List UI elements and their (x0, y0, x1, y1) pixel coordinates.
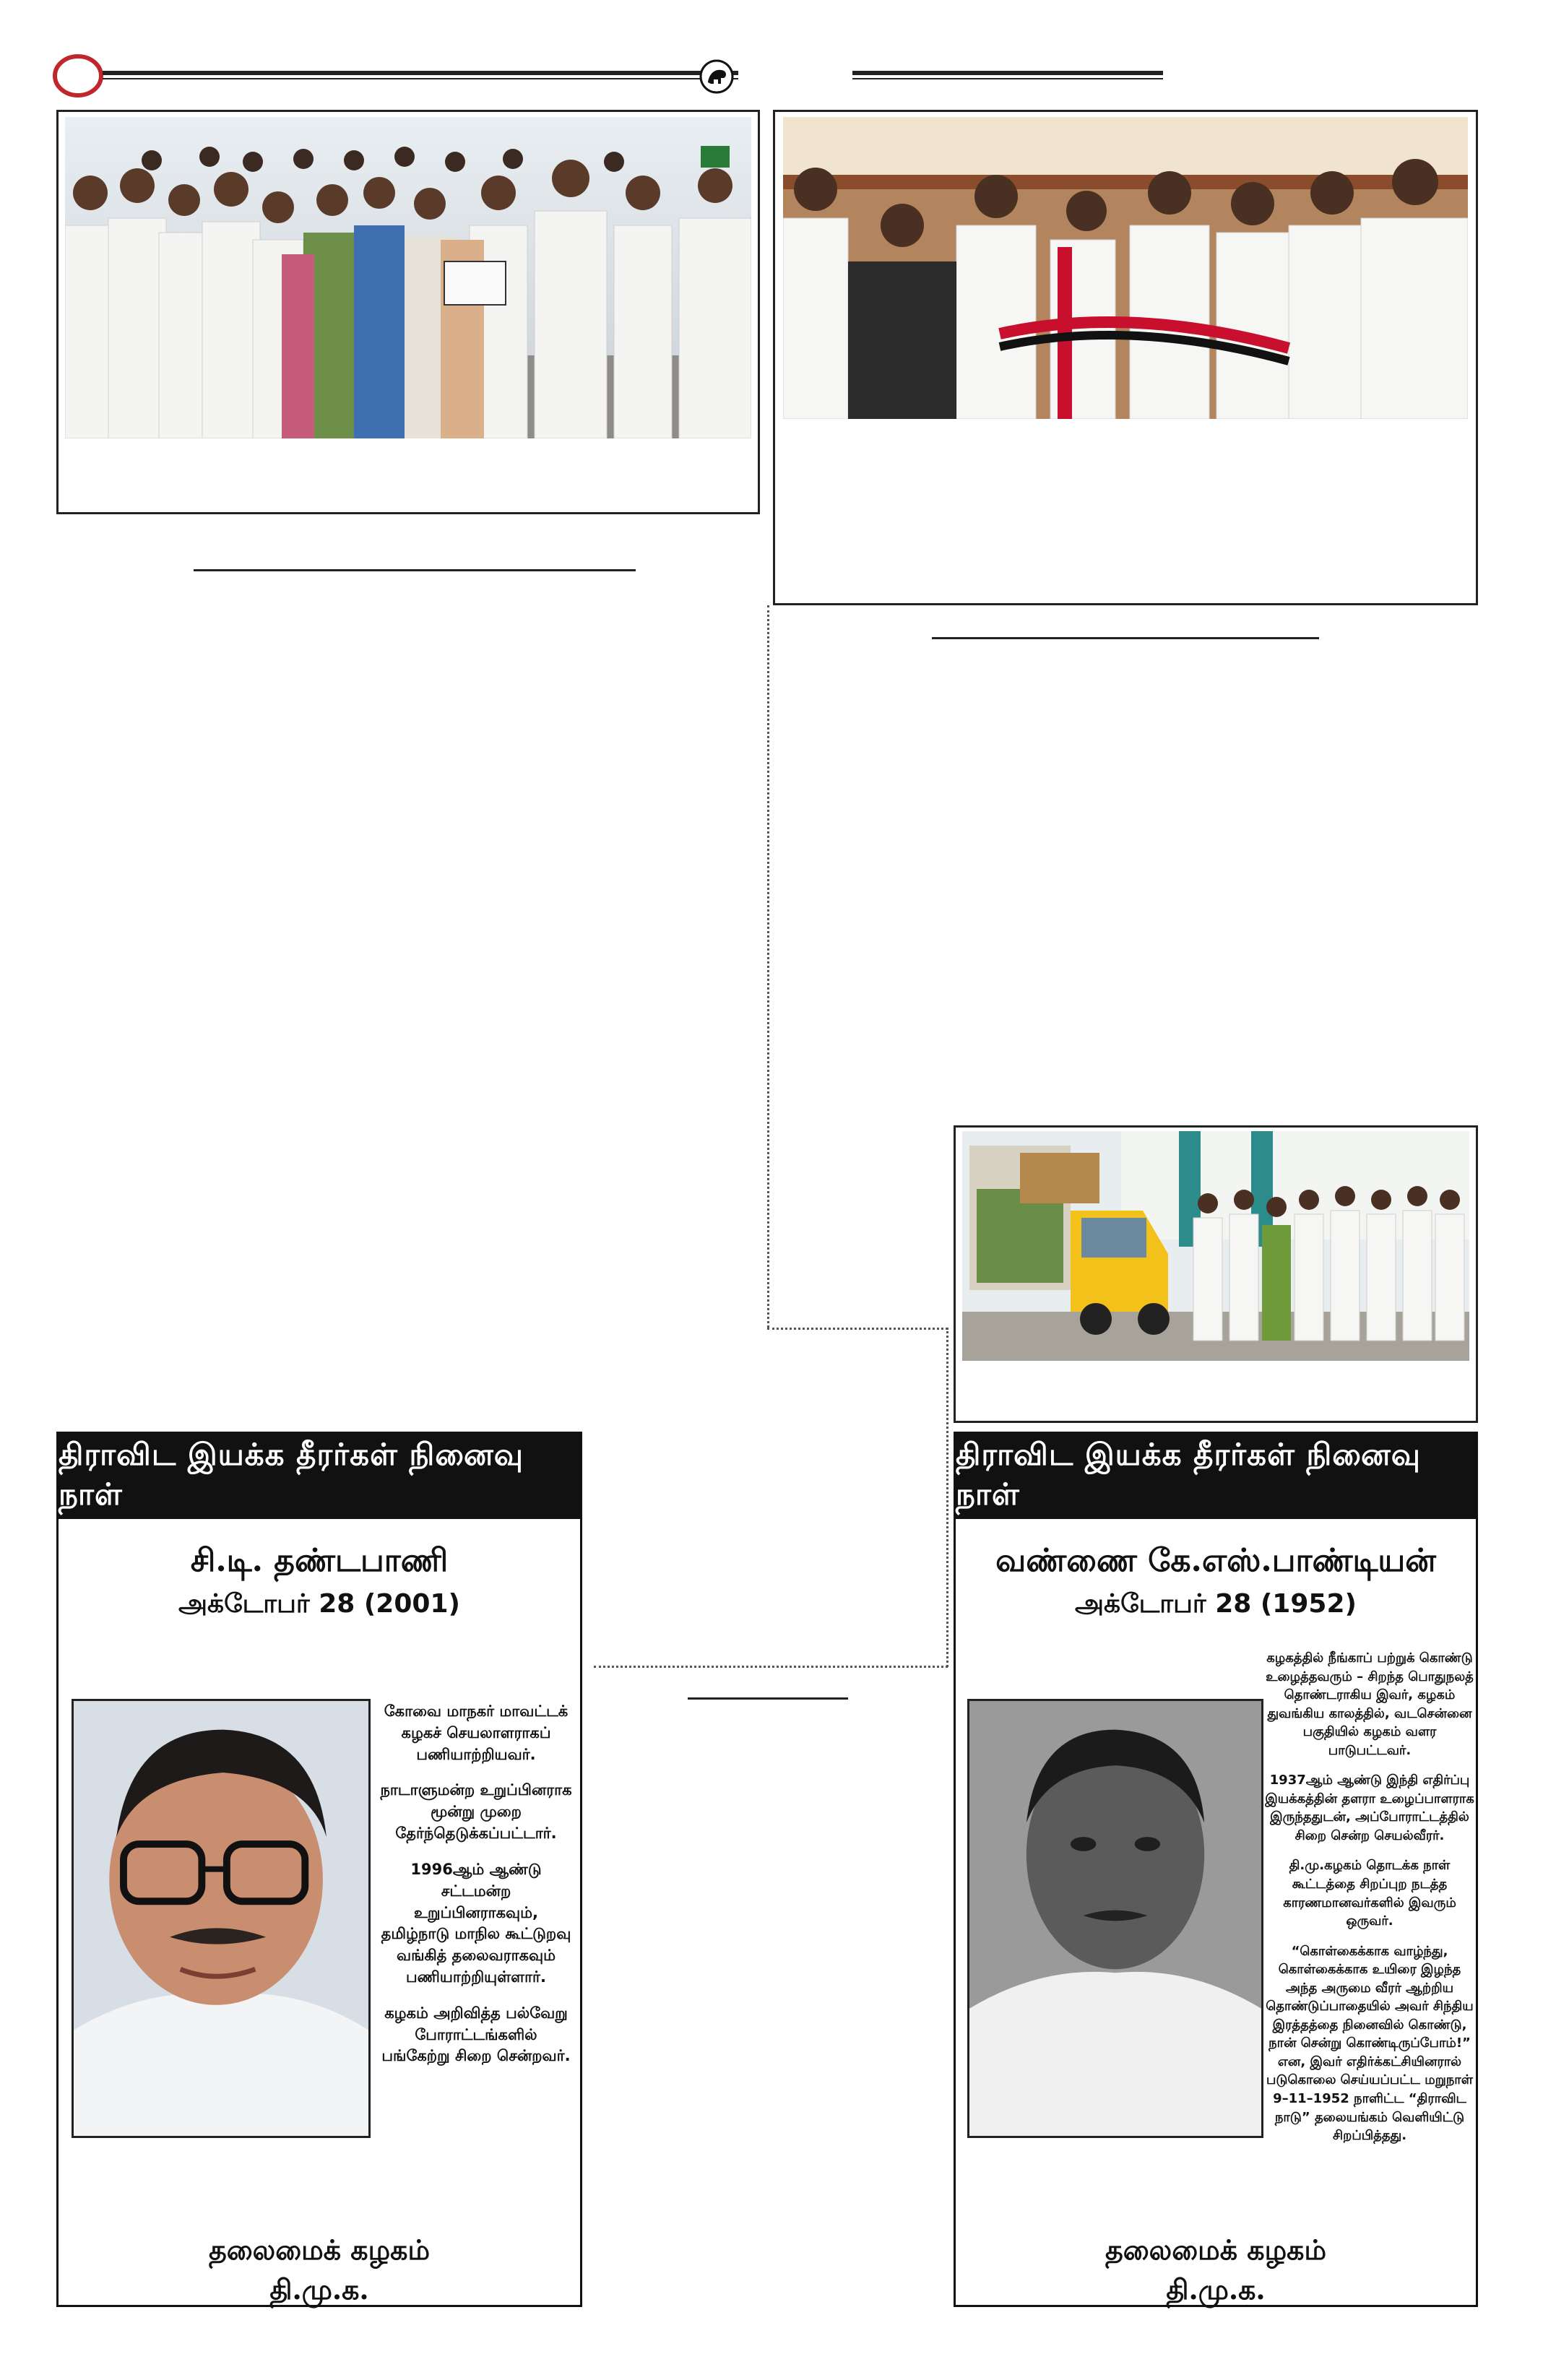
mid-separator (594, 1666, 948, 1668)
footer-party: தி.மு.க. (269, 2273, 369, 2306)
photo-vehicle-launch (962, 1131, 1469, 1361)
memorial-footer (956, 2230, 1476, 2309)
masthead (51, 51, 1264, 101)
photo-ribbon-ceremony (783, 117, 1468, 419)
red-outline-circle-icon (51, 51, 107, 101)
bio-paragraph: நாடாளுமன்ற உறுப்பினராக மூன்று முறை தேர்ந்தெடுக்கப்பட்டார். (380, 1781, 572, 1843)
footer-org: தலைமைக் கழகம் (1105, 2233, 1327, 2266)
caption-rule-left (194, 569, 636, 571)
memorial-card-pandiyan (954, 1432, 1478, 2307)
memorial-portrait (967, 1699, 1263, 2138)
masthead-rule-left (103, 71, 738, 75)
bio-paragraph: தி.மு.கழகம் தொடக்க நாள் கூட்டத்தை சிறப்புற நடத்த காரணமானவர்களில் இவரும் ஒருவர். (1283, 1858, 1456, 1929)
bio-paragraph: கோவை மாநகர் மாவட்டக் கழகச் செயலாளராகப் பணியாற்றியவர். (384, 1702, 569, 1763)
memorial-card-dhandapani (56, 1432, 582, 2307)
bio-paragraph: 1937ஆம் ஆண்டு இந்தி எதிர்ப்பு இயக்கத்தின் தளரா உழைப்பாளராக இருந்ததுடன், அப்போராட்டத்தில் சிறை சென்ற செயல்வீரர். (1265, 1773, 1474, 1843)
photo-rally-group (65, 117, 751, 438)
bio-paragraph: கழகம் அறிவித்த பல்வேறு போராட்டங்களில் பங்கேற்று சிறை சென்றவர். (381, 2004, 571, 2065)
caption-rule-right (932, 637, 1319, 639)
memorial-date: அக்டோபர் 28 (1952) (1075, 1589, 1357, 1619)
bio-paragraph: “கொள்கைக்காக வாழ்ந்து, கொள்கைக்காக உயிரை இழந்த அந்த அருமை வீரர் ஆற்றிய தொண்டுப்பாதையில் அவர் சிந்திய இரத்தத்தை நினைவில் கொண்டு, நான் சென்று கொண்டிருப்போம்!” என, இவர் எதிர்க்கட்சியினரால் படுகொலை செய்யப்பட்ட மறுநாள் 9–11–1952 நாளிட்ட “திராவிட நாடு” தலையங்கம் வெளியிட்டு சிறப்பித்தது. (1266, 1943, 1474, 2144)
bio-paragraph: 1996ஆம் ஆண்டு சட்டமன்ற உறுப்பினராகவும், தமிழ்நாடு மாநில கூட்டுறவு வங்கித் தலைவராகவும் பணியாற்றியுள்ளார். (381, 1860, 571, 1986)
memorial-header: திராவிட இயக்க தீரர்கள் நினைவு நாள் (59, 1434, 580, 1519)
column-separator-vertical-2 (946, 1328, 948, 1667)
column-separator-vertical (767, 605, 769, 1328)
memorial-portrait (72, 1699, 371, 2138)
masthead-rule-left-thin (103, 78, 738, 79)
memorial-name: சி.டி. தண்டபாணி (190, 1542, 449, 1579)
bio-paragraph: கழகத்தில் நீங்காப் பற்றுக் கொண்டு உழைத்தவரும் – சிறந்த பொதுநலத் தொண்டராகிய இவர், கழகம் துவங்கிய காலத்தில், வடசென்னை பகுதியில் கழகம் வளர பாடுபட்டவர். (1266, 1650, 1474, 1758)
memorial-header: திராவிட இயக்க தீரர்கள் நினைவு நாள் (956, 1434, 1476, 1519)
party-emblem-icon (695, 56, 738, 97)
mid-caption-rule (688, 1697, 848, 1700)
memorial-date: அக்டோபர் 28 (2001) (178, 1589, 460, 1619)
column-separator-horizontal (767, 1328, 948, 1330)
masthead-rule-right-thin (852, 78, 1163, 79)
memorial-name: வண்ணை கே.எஸ்.பாண்டியன் (995, 1542, 1436, 1579)
masthead-rule-right (852, 71, 1163, 75)
memorial-bio (380, 1701, 572, 2082)
footer-org: தலைமைக் கழகம் (208, 2233, 431, 2266)
memorial-bio (1265, 1649, 1474, 2145)
memorial-footer (59, 2230, 580, 2309)
footer-party: தி.மு.க. (1166, 2273, 1266, 2306)
